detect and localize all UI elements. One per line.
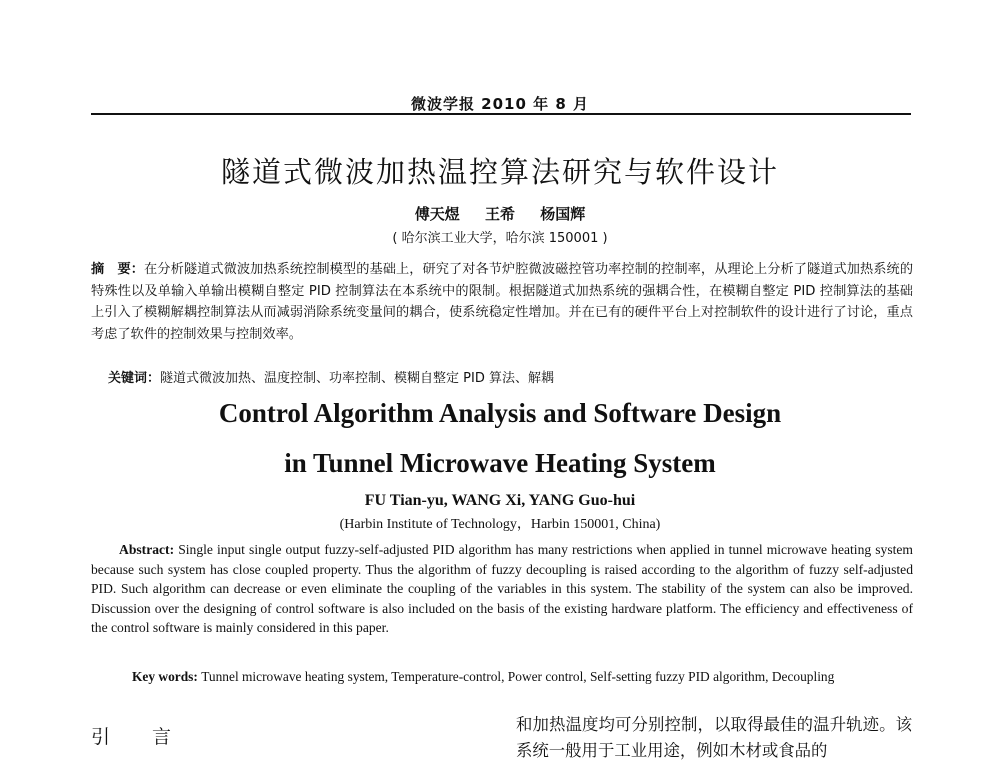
title-english-line-1: Control Algorithm Analysis and Software Design xyxy=(218,398,782,428)
abstract-label-english: Abstract: xyxy=(119,542,175,557)
title-chinese: 隧道式微波加热温控算法研究与软件设计 xyxy=(220,155,779,189)
abstract-english xyxy=(91,540,913,638)
running-header: 微波学报 2010 年 8 月 xyxy=(410,95,590,113)
author-3: 杨国辉 xyxy=(540,205,586,223)
author-1: 傅天煜 xyxy=(414,205,460,223)
author-2: 王希 xyxy=(484,205,515,223)
keywords-text-english: Tunnel microwave heating system, Temperature-control, Power control, Self-setting fuzzy PID algorithm, Decoupling xyxy=(201,669,835,684)
authors-chinese xyxy=(0,203,1000,224)
header-rule xyxy=(91,113,911,115)
authors-english: FU Tian-yu, WANG Xi, YANG Guo-hui xyxy=(364,492,636,509)
section-heading-introduction: 引 言 xyxy=(91,726,190,748)
keywords-label-english: Key words: xyxy=(132,669,198,684)
abstract-text-chinese: 在分析隧道式微波加热系统控制模型的基础上，研究了对各节炉腔微波磁控管功率控制的控制率，从理论上分析了隧道式加热系统的特殊性以及单输入单输出模糊自整定 PID 控制算法在本系统中的限制。根据隧道式加热系统的强耦合性，在模糊自整定 PID 控制算法的基础上引入了模糊解耦控制算法从而减弱消除系统变量间的耦合，使系统稳定性增加。并在已有的硬件平台上对控制软件的设计进行了讨论，重点考虑了软件的控制效果与控制效率。 xyxy=(91,262,914,342)
keywords-label-chinese: 关键词： xyxy=(108,371,161,386)
keywords-english xyxy=(132,669,834,685)
title-english-line-2: in Tunnel Microwave Heating System xyxy=(284,448,716,478)
keywords-text-chinese: 隧道式微波加热、温度控制、功率控制、模糊自整定 PID 算法、解耦 xyxy=(160,371,554,386)
affiliation-english: (Harbin Institute of Technology，Harbin 150001, China) xyxy=(339,517,661,532)
body-text-column: 和加热温度均可分别控制，以取得最佳的温升轨迹。该系统一般用于工业用途，例如木材或食品的 xyxy=(516,715,912,760)
abstract-label-chinese: 摘 要： xyxy=(91,262,145,277)
abstract-chinese xyxy=(91,259,913,345)
abstract-text-english: Single input single output fuzzy-self-adjusted PID algorithm has many restrictions when applied in tunnel microwave heating system because such system has close coupled property. Thus the algorithm of fuzzy decoupling is raised according to the algorithm of fuzzy self-adjusted PID. Such algorithm can decrease or even eliminate the coupling of the variables in this system. The stability of the system can also be improved. Discussion over the designing of control software is also included on the basis of the existing hardware platform. The efficiency and effectiveness of the control software is mainly considered in this paper. xyxy=(91,542,914,636)
affiliation-chinese: ( 哈尔滨工业大学，哈尔滨 150001 ) xyxy=(392,231,608,246)
keywords-chinese xyxy=(108,367,554,386)
